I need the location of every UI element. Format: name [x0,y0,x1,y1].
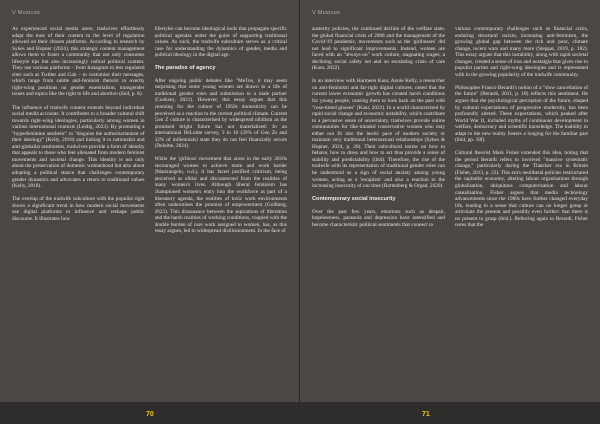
column-1 [312,26,445,396]
footer-bar [300,402,600,424]
column-2 [455,26,588,396]
paragraph: lifestyles can become ideological tools that propagate specific political agendas under the guise of supporting traditional values. As such, the tradwife subculture serves as a critical case for understanding the dynamics of gender, media and political ideology in the digital age. [154,26,287,59]
paragraph: Over the past few years, emotions such as despair, hopelessness, paranoia and depression have intensified and become characteristic political sentiments that connect to [312,208,445,228]
section-heading: The paradox of agency [154,65,216,72]
paragraph: The influence of tradwife content extends beyond individual social media accounts. It contributes to a broader cultural shift towards right-wing ideologies, particularly among women in various international contexts (Leidig, 2023). By promoting a "hyperfeminine aesthetic" to "disguise the authoritarianism of their ideology" (Kelly, 2018) and linking it to nationalist and anti-globalist sentiments, tradwives provide a form of identity that appeals to those who feel alienated from modern feminist movements and societal change. This identity is not only about the preservation of domestic womanhood but also about adopting a political stance that challenges contemporary gender dynamics and advocates a return to traditional values (Kelly, 2018). [12,104,145,190]
column-1 [12,26,145,396]
paragraph: As experienced social media users, tradwives effortlessly adapt the tone of their content to the level of regulation allowed on their chosen platforms. According to research by Sykes and Hopner (2024), this strategic content management allows them to foster a community that not only consumes lifestyle tips but also increasingly radical political content. They use various platforms – from Instagram to less regulated sites such as Twitter and Gab – to customise their messages, which range from subtle anti-feminist rhetoric to overtly right-wing positions on gender essentialism, transgender issues and topics like the right to life and abortion (ibid, p. 8). [12,26,145,98]
right-page [300,0,600,424]
section-heading: Contemporary social insecurity [312,196,396,203]
paragraph: various contemporary challenges such as financial crisis, enduring structural racism, increasing anti-feminism, the growing global gap between the rich and poor, climate change, recent wars and many more (Steppat, 2019, p. 182). This essay argues that this instability, along with rapid societal changes, created a sense of loss and nostalgia that gives rise to populist parties and right-wing ideologies and is represented with in the growing popularity of the tradwife community. [455,26,588,78]
paragraph: Philosopher Franco Berardi's notion of a "slow cancellation of the future" (Berardi, 2011, p. 18) reflects this sentiment. He argues that the psychological perception of the future, shaped by cultural expectations of progressive modernity, has been profoundly altered. These expectations, which peaked after World War II, included myths of continuous development in welfare, democracy and scientific knowledge. The inability to adapt to the new reality fosters a longing for the familiar past (ibid, pp. 18f). [455,84,588,144]
paragraph: While the 'girlboss' movement that arose in the early 2010s encouraged women to achieve more and work harder (Mastrangelo, n.d.), it has faced justified criticism, being perceived as elitist and disconnected from the realities of many women's lives. Although liberal feminism has championed women's entry into the workforce as part of a liberatory agenda, the realities of toxic work environments often undermines the promise of empowerment (Gollberg, 2023). This dissonance between the aspirations of liberation and the harsh realities of working conditions, coupled with the double burden of care work assigned to women, has, as this essay argues, led to widespread disillusionment. In the face of [154,156,287,235]
running-head: V Musicus [312,10,341,16]
paragraph: After ongoing public debates like "MeToo, it may seem surprising that some young women are drawn to a life of traditional gender roles and submission to a male partner (Cooksey, 2021). However, this essay argues that this yearning for the culture of 1950s domesticity can be perceived as a reaction to the current political climate. Current Gen Z culture is characterised by widespread nihilism as the promised bright future has not materialised: In an international DeLoitte survey, 3 in 10 (39% of Gen Zs and 32% of millennials) state they do not feel financially secure (Deloitte, 2024). [154,77,287,150]
paragraph: austerity policies, the continued decline of the welfare state, the global financial crisis of 2008 and the management of the Covid-19 pandemic, movements such as the 'girlbosses' did not lead to significant improvements. Instead, women are faced with an "always-on" work culture, stagnating wages, a declining social safety net and an escalating crisis of care (Kaur, 2022). [312,26,445,72]
paragraph: The overlap of the tradwife subculture with the populist right shows a significant trend in how modern social movements use digital platforms to influence and reshape public discourse. It illustrates how [12,196,145,222]
paragraph: In an interview with Harmeen Kaur, Annie Kelly, a researcher on anti-feminism and far-right digital cultures, noted that the current lower economic growth has created harsh conditions for young people, causing them to look back on the past with "rose-tinted glasses" (Kaur, 2022). In a world characterised by rapid social change and economic instability, which contribute to a pervasive sense of uncertainty, tradwives provide online communities for like-minded conservative women who may either not fit into the hectic pace of modern society or maintain very traditional heterosexual relationships (Sykes & Hopner, 2024, p. 26). Their subcultural norms on how to behave, how to dress and how to act thus provide a sense of stability and predictability (ibid). Therefore, the rise of the tradwife with its representation of traditional gender roles can be understood as a sign of social anxiety among young women, acting as a 'escapism' and also a reaction to the increasing insecurity of our time (Rottenberg & Orgad, 2020). [312,78,445,190]
text-columns [312,26,588,396]
text-columns [12,26,287,396]
column-2 [155,26,288,396]
page-number: 70 [146,411,154,418]
paragraph: Cultural theorist Mark Fisher extended this idea, noting that the period Berardi refers to involved "massive systematic change," particularly during the Thatcher era in Britain (Fisher, 2013, p. 23). This era's neoliberal policies restructured the capitalist economy, altering labour organisations through globalisation, ubiquitous computerisation and labour casualisation. Fisher argues that media technology advancements since the 1980s have further changed everyday life, leading to a sense that culture can no longer grasp or articulate the present and possibly even further: that there is no present to grasp (ibid.). Referring again to Berardi, Fisher notes that the [455,150,588,229]
running-head: V Musicus [12,10,41,16]
page-number: 71 [422,411,430,418]
